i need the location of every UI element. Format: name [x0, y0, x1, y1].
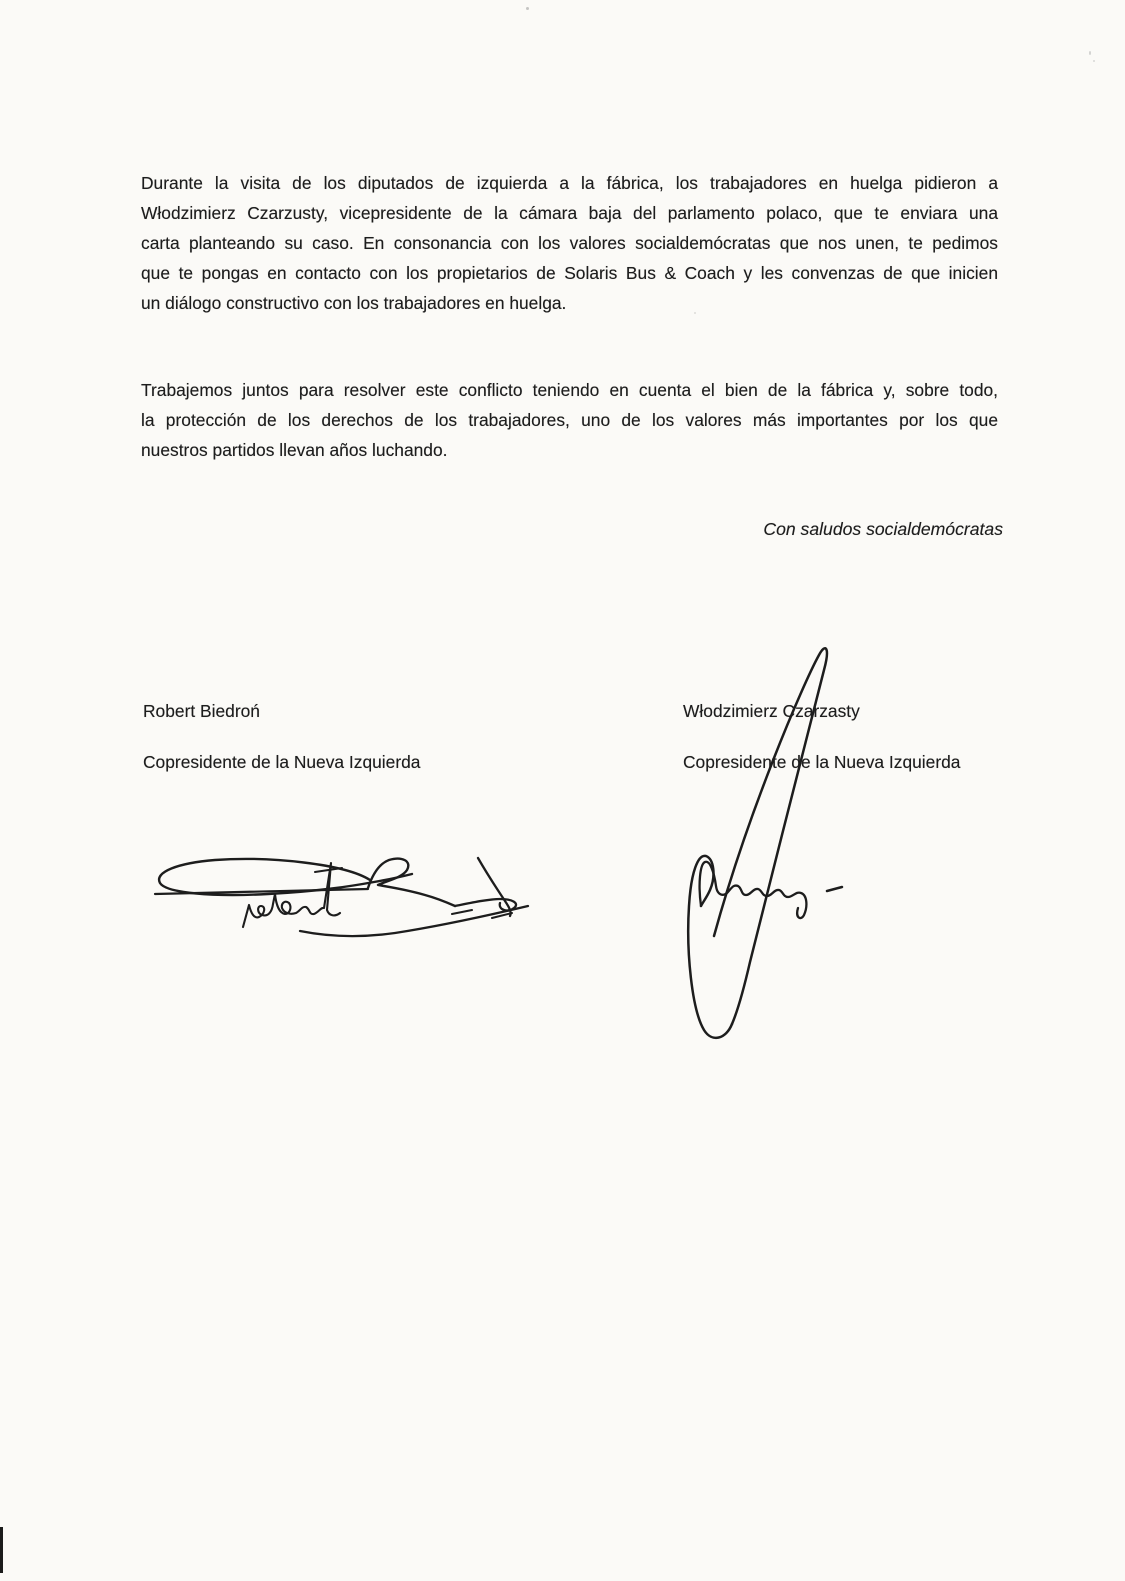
text-line: Włodzimierz Czarzusty, vicepresidente de la cámara baja del parlamento polaco, que te enviara una	[141, 203, 998, 223]
scan-speck	[526, 7, 529, 10]
scan-speck	[1093, 60, 1095, 62]
letter-paragraph-2	[141, 375, 998, 465]
text-line: un diálogo constructivo con los trabajadores en huelga.	[141, 293, 567, 313]
scan-speck	[694, 312, 696, 314]
wlodzimierz-czarzasty-signature	[680, 640, 850, 1045]
text-line: la protección de los derechos de los trabajadores, uno de los valores más importantes por los que	[141, 410, 998, 430]
closing-salutation: Con saludos socialdemócratas	[763, 519, 1003, 539]
signatory-title-wlodzimierz-czarzasty: Copresidente de la Nueva Izquierda	[683, 752, 961, 772]
text-line: Trabajemos juntos para resolver este conflicto teniendo en cuenta el bien de la fábrica y, sobre todo,	[141, 380, 998, 400]
scan-edge-artifact	[0, 1527, 3, 1573]
text-line: Durante la visita de los diputados de izquierda a la fábrica, los trabajadores en huelga pidieron a	[141, 173, 998, 193]
scan-speck	[1089, 51, 1091, 55]
robert-biedron-signature	[150, 845, 540, 945]
signatory-title-robert-biedron: Copresidente de la Nueva Izquierda	[143, 752, 421, 772]
text-line: carta planteando su caso. En consonancia con los valores socialdemócratas que nos unen, te pedimos	[141, 233, 998, 253]
letter-paragraph-1	[141, 168, 998, 318]
text-line: nuestros partidos llevan años luchando.	[141, 440, 448, 460]
signatory-name-wlodzimierz-czarzasty: Włodzimierz Czarzasty	[683, 701, 860, 721]
signatory-name-robert-biedron: Robert Biedroń	[143, 701, 260, 721]
text-line: que te pongas en contacto con los propietarios de Solaris Bus & Coach y les convenzas de que inicien	[141, 263, 998, 283]
